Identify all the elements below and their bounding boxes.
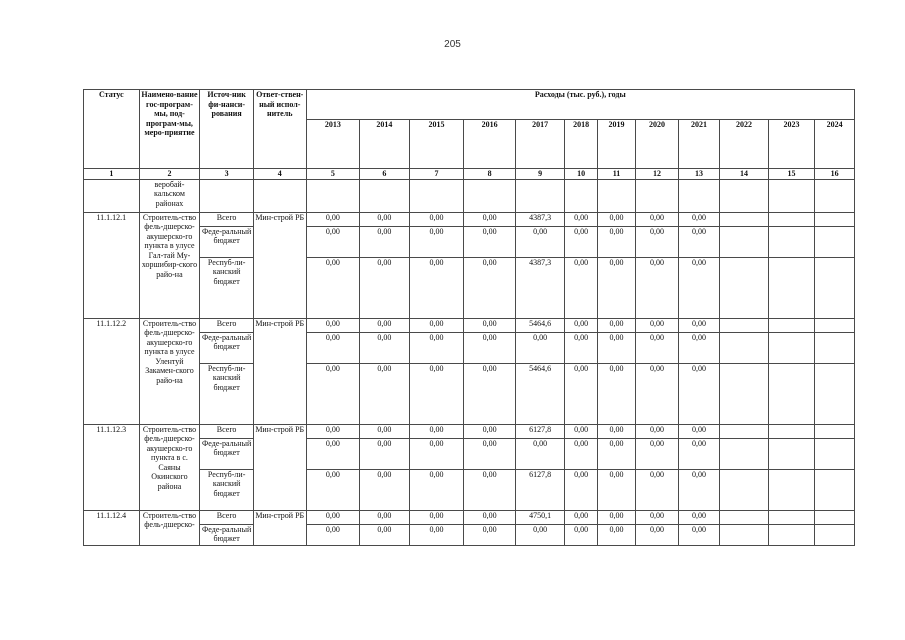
status-cell: 11.1.12.2 bbox=[84, 318, 140, 424]
value-cell: 6127,8 bbox=[515, 469, 565, 510]
empty-cell bbox=[720, 424, 769, 438]
empty-cell bbox=[768, 438, 815, 469]
budget-table bbox=[83, 89, 855, 546]
value-cell: 0,00 bbox=[597, 438, 635, 469]
empty-cell bbox=[815, 469, 855, 510]
value-cell: 0,00 bbox=[360, 363, 410, 424]
source-cell: Феде-ральный бюджет bbox=[200, 226, 254, 257]
value-cell: 0,00 bbox=[678, 438, 719, 469]
empty-cell bbox=[720, 510, 769, 524]
value-cell: 0,00 bbox=[565, 257, 597, 318]
value-cell: 0,00 bbox=[565, 469, 597, 510]
value-cell: 0,00 bbox=[464, 318, 516, 332]
value-cell: 0,00 bbox=[409, 332, 464, 363]
header-year: 2020 bbox=[636, 120, 678, 169]
column-number: 3 bbox=[200, 169, 254, 180]
empty-cell bbox=[768, 318, 815, 332]
value-cell: 0,00 bbox=[360, 510, 410, 524]
value-cell: 0,00 bbox=[636, 524, 678, 545]
page-number: 205 bbox=[444, 39, 461, 50]
empty-cell bbox=[720, 318, 769, 332]
value-cell: 0,00 bbox=[515, 438, 565, 469]
value-cell: 0,00 bbox=[565, 524, 597, 545]
empty-cell bbox=[720, 469, 769, 510]
header-status: Статус bbox=[84, 90, 140, 169]
header-year: 2017 bbox=[515, 120, 565, 169]
column-number: 9 bbox=[515, 169, 565, 180]
source-cell: Феде-ральный бюджет bbox=[200, 438, 254, 469]
value-cell: 0,00 bbox=[464, 510, 516, 524]
continuation-text: веробай-кальском районах bbox=[139, 179, 200, 212]
value-cell: 0,00 bbox=[360, 332, 410, 363]
empty-cell bbox=[768, 424, 815, 438]
value-cell: 0,00 bbox=[515, 524, 565, 545]
value-cell: 0,00 bbox=[636, 332, 678, 363]
value-cell: 4750,1 bbox=[515, 510, 565, 524]
empty-cell bbox=[768, 363, 815, 424]
value-cell: 0,00 bbox=[464, 332, 516, 363]
column-number: 14 bbox=[720, 169, 769, 180]
value-cell: 0,00 bbox=[464, 226, 516, 257]
empty-cell bbox=[720, 226, 769, 257]
value-cell: 0,00 bbox=[636, 363, 678, 424]
empty-cell bbox=[768, 257, 815, 318]
source-cell: Всего bbox=[200, 424, 254, 438]
value-cell: 0,00 bbox=[464, 469, 516, 510]
value-cell: 0,00 bbox=[597, 524, 635, 545]
value-cell: 0,00 bbox=[565, 212, 597, 226]
value-cell: 0,00 bbox=[565, 510, 597, 524]
status-cell: 11.1.12.4 bbox=[84, 510, 140, 545]
value-cell: 0,00 bbox=[678, 524, 719, 545]
value-cell: 0,00 bbox=[678, 469, 719, 510]
value-cell: 0,00 bbox=[464, 212, 516, 226]
empty-cell bbox=[815, 438, 855, 469]
table-row bbox=[84, 524, 855, 545]
value-cell: 0,00 bbox=[597, 424, 635, 438]
value-cell: 0,00 bbox=[597, 363, 635, 424]
empty-cell bbox=[720, 524, 769, 545]
header-name: Наимено-вание гос-програм-мы, под-програм-мы, меро-приятие bbox=[139, 90, 200, 169]
table-row bbox=[84, 212, 855, 226]
executor-cell: Мин-строй РБ bbox=[253, 212, 306, 318]
value-cell: 0,00 bbox=[360, 469, 410, 510]
empty-cell bbox=[768, 524, 815, 545]
empty-cell bbox=[815, 226, 855, 257]
value-cell: 0,00 bbox=[678, 510, 719, 524]
value-cell: 0,00 bbox=[306, 226, 360, 257]
header-year: 2019 bbox=[597, 120, 635, 169]
empty-cell bbox=[815, 332, 855, 363]
empty-cell bbox=[768, 469, 815, 510]
value-cell: 0,00 bbox=[565, 332, 597, 363]
header-year: 2013 bbox=[306, 120, 360, 169]
empty-cell bbox=[815, 212, 855, 226]
column-number: 16 bbox=[815, 169, 855, 180]
source-cell: Феде-ральный бюджет bbox=[200, 332, 254, 363]
value-cell: 5464,6 bbox=[515, 363, 565, 424]
value-cell: 0,00 bbox=[678, 318, 719, 332]
value-cell: 0,00 bbox=[306, 363, 360, 424]
source-cell: Респуб-ли-канский бюджет bbox=[200, 363, 254, 424]
value-cell: 0,00 bbox=[597, 469, 635, 510]
value-cell: 0,00 bbox=[636, 469, 678, 510]
empty-cell bbox=[815, 524, 855, 545]
column-number: 6 bbox=[360, 169, 410, 180]
value-cell: 0,00 bbox=[636, 226, 678, 257]
column-number: 12 bbox=[636, 169, 678, 180]
value-cell: 0,00 bbox=[565, 424, 597, 438]
value-cell: 0,00 bbox=[306, 424, 360, 438]
empty-cell bbox=[815, 257, 855, 318]
value-cell: 0,00 bbox=[306, 212, 360, 226]
value-cell: 0,00 bbox=[409, 226, 464, 257]
column-number: 2 bbox=[139, 169, 200, 180]
value-cell: 0,00 bbox=[360, 318, 410, 332]
value-cell: 0,00 bbox=[409, 363, 464, 424]
value-cell: 0,00 bbox=[409, 469, 464, 510]
value-cell: 0,00 bbox=[565, 226, 597, 257]
source-cell: Всего bbox=[200, 510, 254, 524]
value-cell: 0,00 bbox=[409, 212, 464, 226]
empty-cell bbox=[815, 510, 855, 524]
value-cell: 0,00 bbox=[678, 332, 719, 363]
value-cell: 0,00 bbox=[306, 257, 360, 318]
table-row bbox=[84, 226, 855, 257]
column-number: 10 bbox=[565, 169, 597, 180]
header-year: 2024 bbox=[815, 120, 855, 169]
table-row bbox=[84, 469, 855, 510]
table-row bbox=[84, 438, 855, 469]
value-cell: 0,00 bbox=[636, 438, 678, 469]
value-cell: 0,00 bbox=[597, 332, 635, 363]
event-name-cell: Строитель-ство фель-дшерско-акушерско-го пункта в с. Саяны Окинского района bbox=[139, 424, 200, 510]
table-row bbox=[84, 332, 855, 363]
value-cell: 0,00 bbox=[409, 510, 464, 524]
value-cell: 0,00 bbox=[464, 257, 516, 318]
value-cell: 0,00 bbox=[306, 438, 360, 469]
executor-cell: Мин-строй РБ bbox=[253, 318, 306, 424]
empty-cell bbox=[768, 212, 815, 226]
value-cell: 0,00 bbox=[678, 226, 719, 257]
value-cell: 0,00 bbox=[597, 226, 635, 257]
value-cell: 0,00 bbox=[636, 318, 678, 332]
column-number: 4 bbox=[253, 169, 306, 180]
header-year: 2023 bbox=[768, 120, 815, 169]
value-cell: 0,00 bbox=[464, 363, 516, 424]
empty-cell bbox=[768, 510, 815, 524]
table-row bbox=[84, 363, 855, 424]
event-name-cell: Строитель-ство фель-дшерско-акушерско-го пункта в улусе Улентуй Закамен-ского райо-на bbox=[139, 318, 200, 424]
event-name-cell: Строитель-ство фель-дшерско-акушерско-го пункта в улусе Гал-тай Му-хоршибир-ского райо-на bbox=[139, 212, 200, 318]
header-row bbox=[84, 90, 855, 120]
value-cell: 0,00 bbox=[464, 424, 516, 438]
empty-cell bbox=[815, 318, 855, 332]
value-cell: 0,00 bbox=[360, 226, 410, 257]
column-number: 8 bbox=[464, 169, 516, 180]
value-cell: 0,00 bbox=[464, 438, 516, 469]
value-cell: 0,00 bbox=[678, 212, 719, 226]
column-numbers-row bbox=[84, 169, 855, 180]
value-cell: 0,00 bbox=[360, 257, 410, 318]
value-cell: 0,00 bbox=[636, 424, 678, 438]
value-cell: 0,00 bbox=[306, 469, 360, 510]
value-cell: 0,00 bbox=[515, 226, 565, 257]
empty-cell bbox=[720, 438, 769, 469]
source-cell: Респуб-ли-канский бюджет bbox=[200, 469, 254, 510]
table-row bbox=[84, 257, 855, 318]
continuation-row bbox=[84, 179, 855, 212]
table-row bbox=[84, 510, 855, 524]
source-cell: Феде-ральный бюджет bbox=[200, 524, 254, 545]
value-cell: 0,00 bbox=[306, 332, 360, 363]
column-number: 11 bbox=[597, 169, 635, 180]
empty-cell bbox=[815, 363, 855, 424]
source-cell: Всего bbox=[200, 212, 254, 226]
event-name-cell: Строитель-ство фель-дшерско- bbox=[139, 510, 200, 545]
value-cell: 0,00 bbox=[409, 438, 464, 469]
value-cell: 0,00 bbox=[565, 438, 597, 469]
executor-cell: Мин-строй РБ bbox=[253, 510, 306, 545]
column-number: 5 bbox=[306, 169, 360, 180]
empty-cell bbox=[768, 332, 815, 363]
value-cell: 0,00 bbox=[636, 510, 678, 524]
value-cell: 0,00 bbox=[306, 318, 360, 332]
value-cell: 6127,8 bbox=[515, 424, 565, 438]
header-year: 2016 bbox=[464, 120, 516, 169]
value-cell: 0,00 bbox=[678, 257, 719, 318]
header-year: 2022 bbox=[720, 120, 769, 169]
value-cell: 0,00 bbox=[597, 257, 635, 318]
column-number: 13 bbox=[678, 169, 719, 180]
value-cell: 0,00 bbox=[409, 424, 464, 438]
empty-cell bbox=[720, 212, 769, 226]
value-cell: 0,00 bbox=[409, 257, 464, 318]
source-cell: Респуб-ли-канский бюджет bbox=[200, 257, 254, 318]
empty-cell bbox=[720, 332, 769, 363]
value-cell: 0,00 bbox=[597, 318, 635, 332]
empty-cell bbox=[768, 226, 815, 257]
header-source: Источ-ник фи-нанси-рования bbox=[200, 90, 254, 169]
value-cell: 0,00 bbox=[360, 524, 410, 545]
value-cell: 0,00 bbox=[678, 363, 719, 424]
value-cell: 0,00 bbox=[515, 332, 565, 363]
value-cell: 0,00 bbox=[636, 212, 678, 226]
status-cell: 11.1.12.3 bbox=[84, 424, 140, 510]
header-expenses: Расходы (тыс. руб.), годы bbox=[306, 90, 854, 120]
header-year: 2015 bbox=[409, 120, 464, 169]
header-year: 2018 bbox=[565, 120, 597, 169]
value-cell: 4387,3 bbox=[515, 212, 565, 226]
source-cell: Всего bbox=[200, 318, 254, 332]
header-year: 2021 bbox=[678, 120, 719, 169]
value-cell: 5464,6 bbox=[515, 318, 565, 332]
value-cell: 0,00 bbox=[306, 524, 360, 545]
column-number: 7 bbox=[409, 169, 464, 180]
value-cell: 0,00 bbox=[565, 318, 597, 332]
column-number: 15 bbox=[768, 169, 815, 180]
value-cell: 0,00 bbox=[409, 524, 464, 545]
value-cell: 0,00 bbox=[409, 318, 464, 332]
column-number: 1 bbox=[84, 169, 140, 180]
value-cell: 0,00 bbox=[360, 212, 410, 226]
empty-cell bbox=[720, 363, 769, 424]
value-cell: 0,00 bbox=[360, 424, 410, 438]
executor-cell: Мин-строй РБ bbox=[253, 424, 306, 510]
empty-cell bbox=[815, 424, 855, 438]
value-cell: 0,00 bbox=[565, 363, 597, 424]
header-executor: Ответ-ствен-ный испол-нитель bbox=[253, 90, 306, 169]
table-row bbox=[84, 318, 855, 332]
value-cell: 0,00 bbox=[678, 424, 719, 438]
value-cell: 0,00 bbox=[636, 257, 678, 318]
value-cell: 4387,3 bbox=[515, 257, 565, 318]
value-cell: 0,00 bbox=[360, 438, 410, 469]
table-row bbox=[84, 424, 855, 438]
value-cell: 0,00 bbox=[464, 524, 516, 545]
value-cell: 0,00 bbox=[597, 510, 635, 524]
value-cell: 0,00 bbox=[597, 212, 635, 226]
value-cell: 0,00 bbox=[306, 510, 360, 524]
status-cell: 11.1.12.1 bbox=[84, 212, 140, 318]
empty-cell bbox=[720, 257, 769, 318]
header-year: 2014 bbox=[360, 120, 410, 169]
